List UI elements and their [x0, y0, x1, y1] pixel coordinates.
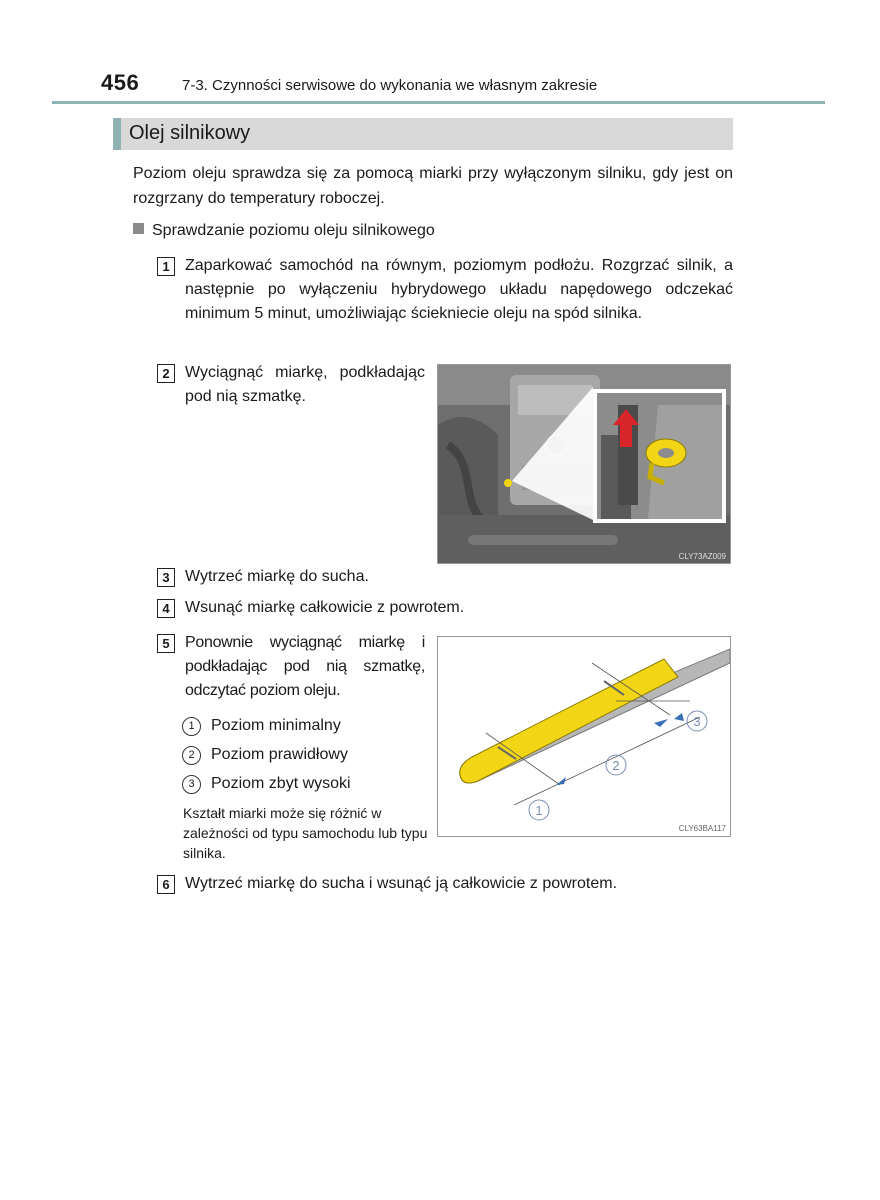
step-number: 2 [157, 364, 175, 383]
page-number: 456 [101, 70, 140, 95]
level-item [182, 742, 351, 771]
step-number: 5 [157, 634, 175, 653]
subheading-text: Sprawdzanie poziomu oleju silnikowego [152, 222, 435, 239]
step-text: Zaparkować samochód na równym, poziomym podłożu. Rozgrzać silnik, a następnie po wyłączeniu hybrydowego układu napędowego odczekać minimum 5 minut, umożliwiając ściekniecie oleju na spód silnika. [185, 257, 733, 322]
section-accent [113, 118, 121, 150]
step-2 [157, 361, 425, 409]
level-label: Poziom zbyt wysoki [211, 775, 351, 792]
step-text: Wyciągnąć miarkę, podkładając pod nią szmatkę. [185, 364, 425, 405]
step-text: Ponownie wyciągnąć miarkę i podkładając pod nią szmatkę, odczytać poziom oleju. [185, 634, 425, 699]
step-1 [157, 254, 733, 326]
circled-number-icon: 3 [182, 775, 201, 794]
note-text: Kształt miarki może się różnić w zależności od typu samochodu lub typu silnika. [183, 805, 428, 861]
section-title: Olej silnikowy [129, 122, 251, 144]
step-number: 3 [157, 568, 175, 587]
step-number: 6 [157, 875, 175, 894]
subheading [133, 220, 435, 242]
dipstick-figure [437, 636, 731, 837]
intro-paragraph: Poziom oleju sprawdza się za pomocą miarki przy wyłączonym silniku, gdy jest on rozgrzany do temperatury roboczej. [133, 165, 733, 207]
step-4 [157, 596, 657, 620]
level-list [182, 713, 351, 800]
marker-3: 3 [693, 714, 701, 729]
square-bullet-icon [133, 223, 144, 234]
chapter-title: 7-3. Czynności serwisowe do wykonania we własnym zakresie [182, 77, 598, 94]
level-item [182, 713, 351, 742]
engine-bay-figure [437, 364, 731, 564]
header-divider [52, 101, 825, 104]
figure-code: CLY73AZ009 [678, 552, 726, 561]
circled-number-icon: 1 [182, 717, 201, 736]
engine-bay-icon [438, 365, 730, 563]
figure-code: CLY63BA117 [678, 824, 726, 833]
marker-1: 1 [535, 803, 543, 818]
dipstick-icon [438, 637, 730, 836]
level-item [182, 771, 351, 800]
circled-number-icon: 2 [182, 746, 201, 765]
step-text: Wsunąć miarkę całkowicie z powrotem. [185, 599, 465, 616]
level-label: Poziom minimalny [211, 717, 341, 734]
step-number: 1 [157, 257, 175, 276]
step-number: 4 [157, 599, 175, 618]
marker-2: 2 [612, 758, 620, 773]
step-3 [157, 565, 557, 589]
step-6 [157, 872, 757, 896]
level-label: Poziom prawidłowy [211, 746, 348, 763]
step-text: Wytrzeć miarkę do sucha i wsunąć ją całkowicie z powrotem. [185, 875, 618, 892]
step-5 [157, 631, 425, 703]
step-text: Wytrzeć miarkę do sucha. [185, 568, 369, 585]
